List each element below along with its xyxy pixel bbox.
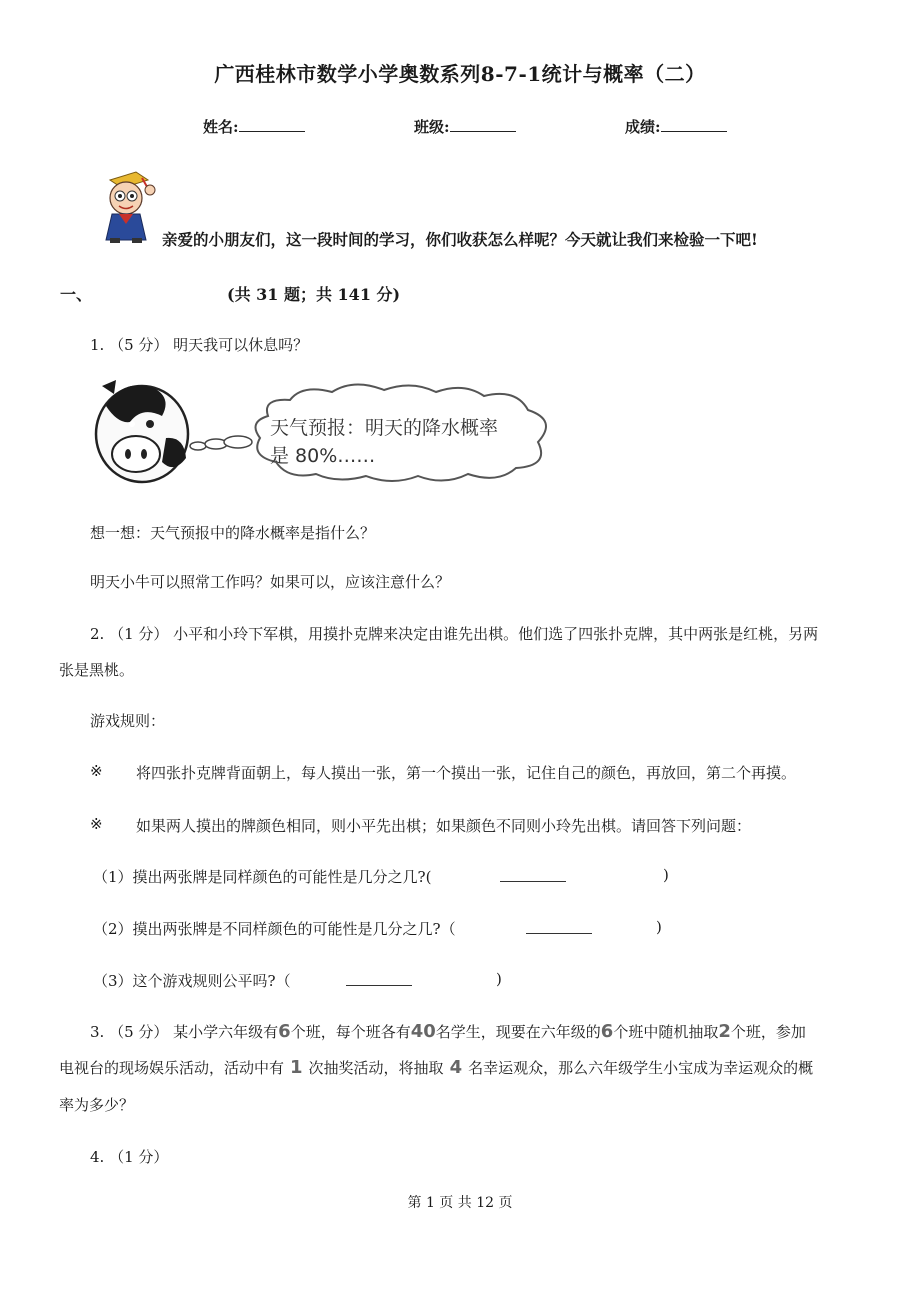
q1-ask: 明天小牛可以照常工作吗？如果可以，应该注意什么？ <box>90 573 451 591</box>
name-blank[interactable] <box>239 116 305 132</box>
q3-text-b: 个班，每个班各有 <box>290 1023 411 1041</box>
q3-num-picked: 2 <box>718 1021 731 1042</box>
q2-rules-label: 游戏规则： <box>90 712 166 730</box>
q2-sub3: （3）这个游戏规则公平吗?（ <box>93 972 291 990</box>
q2-line2: 张是黑桃。 <box>59 661 135 679</box>
q2-sub2: （2）摸出两张牌是不同样颜色的可能性是几分之几?（ <box>93 920 456 938</box>
score-label: 成绩: <box>625 118 661 136</box>
name-label: 姓名: <box>203 118 239 136</box>
page-title: 广西桂林市数学小学奥数系列8-7-1统计与概率（二） <box>214 62 706 86</box>
q3-line2-a: 电视台的现场娱乐活动，活动中有 <box>59 1059 285 1077</box>
rule2-mark: ※ <box>90 815 103 833</box>
q2-sub2-close: ) <box>656 918 662 936</box>
q1-header: 1. （5 分） 明天我可以休息吗？ <box>90 336 309 354</box>
q3-text-d: 个班中随机抽取 <box>613 1023 719 1041</box>
q2-sub1-close: ) <box>663 866 669 884</box>
q2-line1: 2. （1 分） 小平和小玲下军棋，用摸扑克牌来决定由谁先出棋。他们选了四张扑克牌，其中两张是红桃，另两 <box>90 625 819 643</box>
q3-num-draws: 1 <box>290 1057 303 1078</box>
q3-line1 <box>90 1021 806 1042</box>
cloud-text-line1: 天气预报：明天的降水概率 <box>270 417 499 439</box>
q4-header: 4. （1 分） <box>90 1148 169 1166</box>
greeting-text: 亲爱的小朋友们，这一段时间的学习，你们收获怎么样呢？今天就让我们来检验一下吧! <box>162 230 758 249</box>
q3-line2 <box>59 1057 813 1078</box>
q3-num-students: 40 <box>410 1021 436 1042</box>
q2-sub3-close: ) <box>496 970 502 988</box>
q2-rule2: 如果两人摸出的牌颜色相同，则小平先出棋；如果颜色不同则小玲先出棋。请回答下列问题： <box>136 817 752 835</box>
q3-text-e: 个班，参加 <box>730 1023 806 1041</box>
q3-num-winners: 4 <box>449 1057 463 1078</box>
page-footer: 第 1 页 共 12 页 <box>407 1195 513 1211</box>
q2-sub1: （1）摸出两张牌是同样颜色的可能性是几分之几?( <box>93 868 432 886</box>
name-field[interactable] <box>203 116 305 137</box>
class-field[interactable] <box>414 116 516 137</box>
q3-line2-c: 名幸运观众，那么六年级学生小宝成为幸运观众的概 <box>468 1059 814 1077</box>
section-number: 一、 <box>60 285 93 304</box>
cloud-text-line2: 是 80%…… <box>270 445 376 467</box>
q3-num-classes: 6 <box>278 1021 291 1042</box>
q3-text-c: 名学生，现要在六年级的 <box>435 1023 601 1041</box>
q3-line3: 率为多少？ <box>59 1096 135 1114</box>
section-summary: (共 31 题；共 141 分) <box>227 285 401 304</box>
q3-line2-b: 次抽奖活动，将抽取 <box>308 1059 444 1077</box>
cow-icon <box>96 380 188 482</box>
score-field[interactable] <box>625 116 727 137</box>
class-blank[interactable] <box>450 116 516 132</box>
q2-sub2-answer-blank[interactable] <box>526 919 592 938</box>
q2-sub3-answer-blank[interactable] <box>346 971 412 990</box>
rule1-mark: ※ <box>90 762 103 780</box>
score-blank[interactable] <box>661 116 727 132</box>
mascot-icon <box>92 166 166 244</box>
q1-think: 想一想：天气预报中的降水概率是指什么？ <box>90 524 376 542</box>
q3-text-a: 3. （5 分） 某小学六年级有 <box>90 1023 279 1041</box>
q2-rule1: 将四张扑克牌背面朝上，每人摸出一张，第一个摸出一张，记住自己的颜色，再放回，第二个再摸。 <box>136 764 797 782</box>
cow-weather-illustration <box>92 376 562 488</box>
q2-sub1-answer-blank[interactable] <box>500 867 566 886</box>
class-label: 班级: <box>414 118 450 136</box>
q3-num-classes-2: 6 <box>600 1021 614 1042</box>
